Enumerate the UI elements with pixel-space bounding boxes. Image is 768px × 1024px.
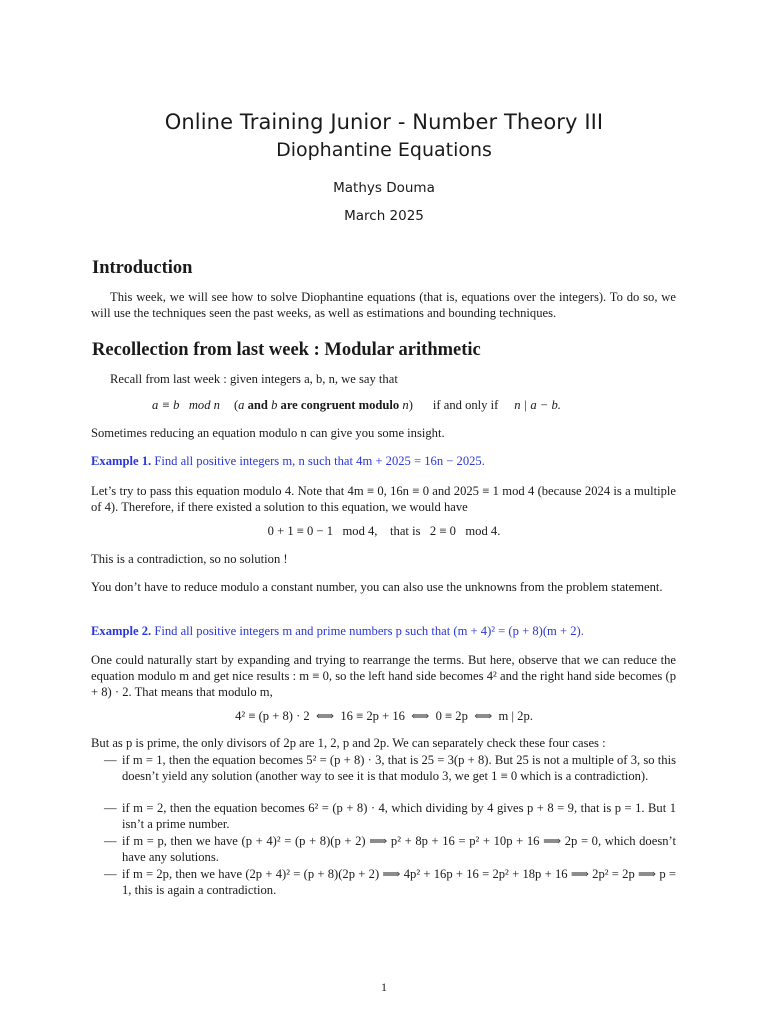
congruence-definition: a ≡ b mod n (a and b are congruent modulo n) if and only if n | a − b. [152, 398, 561, 412]
example-2-statement: Example 2. Find all positive integers m and prime numbers p such that (m + 4)² = (p + 8)(m + 2). [91, 624, 584, 638]
list-dash: — [104, 801, 117, 815]
document-date: March 2025 [344, 208, 424, 224]
example-1-contradiction: This is a contradiction, so no solution ! [91, 552, 288, 566]
example-2-label: Example 2. [91, 624, 152, 638]
author-name: Mathys Douma [333, 180, 435, 196]
iff-text: if and only if [432, 398, 499, 412]
cases-intro: But as p is prime, the only divisors of 2p are 1, 2, p and 2p. We can separately check these four cases : [91, 736, 606, 750]
intro-paragraph: This week, we will see how to solve Diophantine equations (that is, equations over the integers). To do so, we will use the techniques seen the past weeks, as well as estimations and bounding techniques. [91, 290, 676, 320]
case-m-equals-2p: if m = 2p, then we have (2p + 4)² = (p + 8)(2p + 2) ⟹ 4p² + 16p + 16 = 2p² + 18p + 16 ⟹ 2p² = 2p ⟹ p = 1, this is again a contradiction. [122, 867, 676, 897]
case-m-equals-p: if m = p, then we have (p + 4)² = (p + 8)(p + 2) ⟹ p² + 8p + 16 = p² + 10p + 16 ⟹ 2p = 0, which doesn’t have any solutions. [122, 834, 676, 864]
congruence-lhs: a ≡ b mod n [152, 398, 220, 412]
section-heading-recollection: Recollection from last week : Modular arithmetic [92, 340, 481, 360]
case-m-equals-2: if m = 2, then the equation becomes 6² = (p + 8) · 4, which dividing by 4 gives p + 8 = 9, that is p = 1. But 1 isn’t a prime number. [122, 801, 676, 831]
congruence-rhs: n | a − b. [514, 398, 561, 412]
list-item [104, 752, 676, 784]
list-item [104, 800, 676, 832]
list-dash: — [104, 753, 117, 767]
case-m-equals-1: if m = 1, then the equation becomes 5² = (p + 8) · 3, that is 25 = 3(p + 8). But 25 is not a multiple of 3, so this doesn’t yield any solution (another way to see it is that modulo 3, we get 1 ≡ 0 which is a contradiction). [122, 753, 676, 783]
list-item [104, 866, 676, 898]
example-2-math: 4² ≡ (p + 8) · 2 ⟺ 16 ≡ 2p + 16 ⟺ 0 ≡ 2p ⟺ m | 2p. [235, 709, 533, 723]
example-1-solution: Let’s try to pass this equation modulo 4. Note that 4m ≡ 0, 16n ≡ 0 and 2025 ≡ 1 mod 4 (because 2024 is a multiple of 4). Therefore, if there existed a solution to this equation, we would have [91, 484, 676, 514]
section-heading-introduction: Introduction [92, 258, 193, 278]
list-item [104, 833, 676, 865]
example-1-statement: Example 1. Find all positive integers m, n such that 4m + 2025 = 16n − 2025. [91, 454, 485, 468]
modulo-unknowns-remark: You don’t have to reduce modulo a constant number, you can also use the unknowns from the problem statement. [91, 580, 663, 594]
document-title: Online Training Junior - Number Theory III [164, 110, 604, 134]
list-dash: — [104, 867, 117, 881]
recall-sentence: Recall from last week : given integers a, b, n, we say that [110, 372, 398, 386]
example-1-math: 0 + 1 ≡ 0 − 1 mod 4, that is 2 ≡ 0 mod 4. [267, 524, 501, 538]
page-number: 1 [381, 980, 387, 994]
document-subtitle: Diophantine Equations [276, 139, 492, 161]
reduction-insight: Sometimes reducing an equation modulo n can give you some insight. [91, 426, 445, 440]
example-2-solution: One could naturally start by expanding and trying to rearrange the terms. But here, observe that we can reduce the equation modulo m and get nice results : m ≡ 0, so the left hand side becomes 4² and the right hand side becomes (p + 8) · 2. That means that modulo m, [91, 653, 676, 699]
example-1-label: Example 1. [91, 454, 152, 468]
list-dash: — [104, 834, 117, 848]
